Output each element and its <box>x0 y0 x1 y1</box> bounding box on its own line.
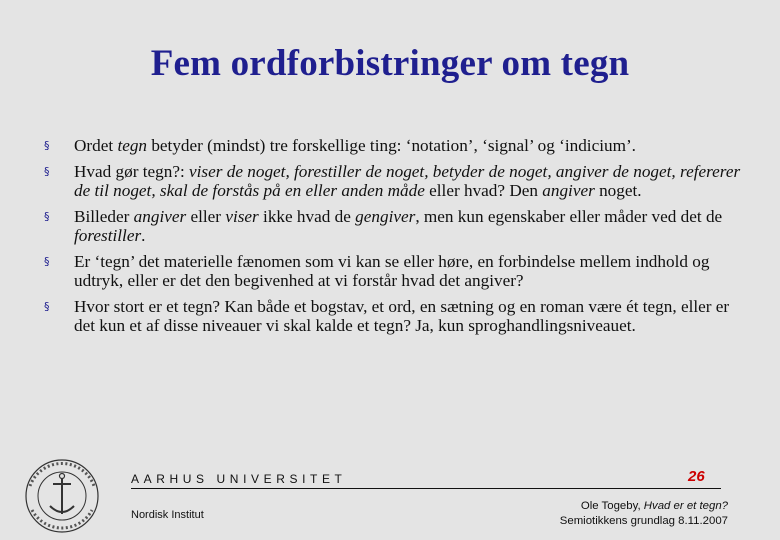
bullet-text: . <box>141 226 146 245</box>
bullet-list <box>44 136 744 342</box>
bullet-item <box>44 162 744 201</box>
talk-title: Hvad er et tegn? <box>643 500 728 512</box>
bullet-marker-icon: § <box>44 164 50 178</box>
slide-title: Fem ordforbistringer om tegn <box>150 43 630 84</box>
department-name: Nordisk Institut <box>131 509 204 521</box>
bullet-text: Er ‘tegn’ det materielle fænomen som vi kan se eller høre, en forbindelse mellem indhold og udtryk, eller er det den begivenhed at vi forstår hvad det angiver? <box>74 251 710 290</box>
bullet-text: Hvor stort er et tegn? Kan både et bogstav, et ord, en sætning og en roman være ét tegn, eller er det kun et af disse niveauer vi skal kalde et tegn? Ja, kun sproghandlingsniveauet. <box>74 296 730 335</box>
bullet-item <box>44 252 744 291</box>
bullet-text: Hvad gør tegn?: <box>74 161 190 181</box>
footer-divider <box>131 488 721 489</box>
bullet-emphasis: tegn <box>117 136 148 155</box>
bullet-marker-icon: § <box>44 254 50 268</box>
bullet-text: Ordet <box>74 136 118 155</box>
author-name: Ole Togeby, <box>580 500 644 512</box>
bullet-item <box>44 207 744 246</box>
bullet-item <box>44 136 744 156</box>
bullet-emphasis: viser <box>225 206 259 226</box>
university-name: AARHUS UNIVERSITET <box>131 472 347 486</box>
bullet-text: ikke hvad de <box>258 206 356 226</box>
bullet-text: , men kun egenskaber eller måder ved det de <box>415 206 723 226</box>
course-line: Semiotikkens grundlag 8.11.2007 <box>559 515 728 527</box>
bullet-marker-icon: § <box>44 209 50 223</box>
bullet-text: Billeder <box>74 206 134 226</box>
bullet-item <box>44 297 744 336</box>
bullet-emphasis: angiver <box>133 206 187 226</box>
bullet-marker-icon: § <box>44 139 50 152</box>
bullet-emphasis: angiver <box>542 181 595 200</box>
bullet-emphasis: forestiller <box>74 226 142 245</box>
bullet-text: betyder (mindst) tre forskellige ting: ‘notation’, ‘signal’ og ‘indicium’. <box>147 136 636 155</box>
bullet-emphasis: gengiver <box>355 206 416 226</box>
university-seal-icon <box>20 456 104 536</box>
bullet-text: noget. <box>594 181 642 200</box>
bullet-emphasis: viser de noget, forestiller de noget, betyder de noget, angiver de noget, refererer de til noget, skal de forstås på en eller anden måde <box>74 161 741 200</box>
bullet-text: eller <box>186 206 226 226</box>
footer-credit <box>560 499 728 529</box>
author-line <box>560 499 728 514</box>
bullet-text: eller hvad? Den <box>424 181 543 200</box>
bullet-marker-icon: § <box>44 299 50 313</box>
page-number: 26 <box>688 468 705 485</box>
